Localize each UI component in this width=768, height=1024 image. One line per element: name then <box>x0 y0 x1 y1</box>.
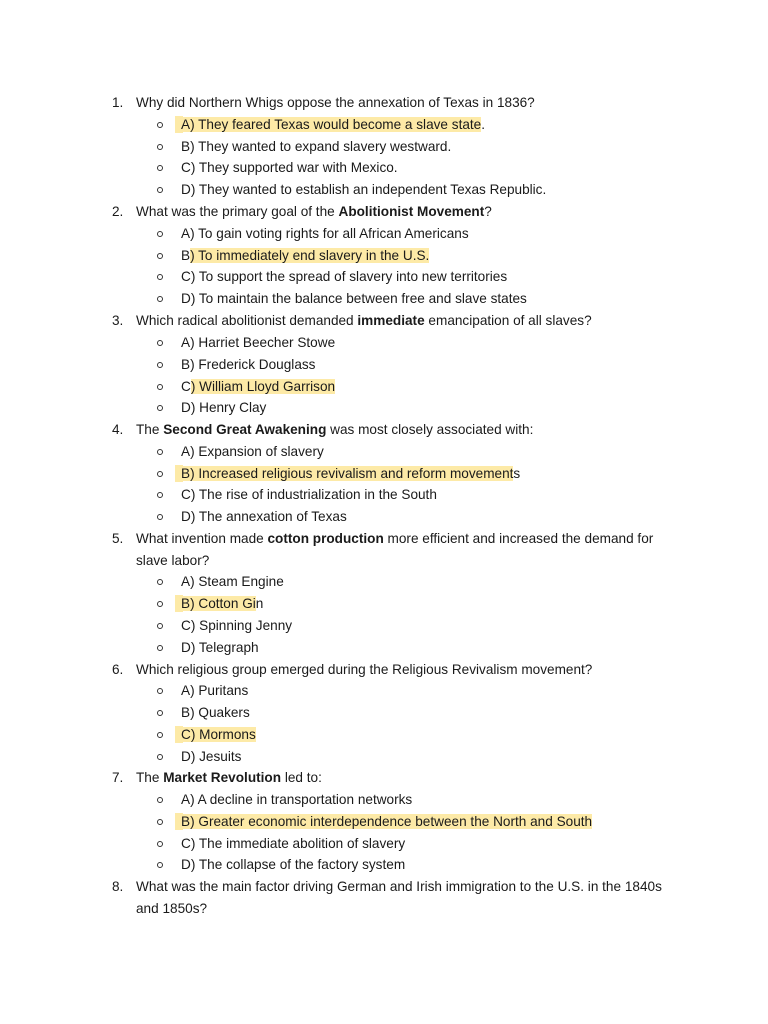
circle-bullet-icon <box>157 296 163 302</box>
circle-bullet-icon <box>157 514 163 520</box>
circle-bullet-icon <box>157 187 163 193</box>
circle-bullet-icon <box>157 819 163 825</box>
question-number: 7. <box>112 770 124 785</box>
question-text: What was the main factor driving German and Irish immigration to the U.S. in the 1840s <box>136 879 662 894</box>
question-number: 4. <box>112 422 124 437</box>
circle-bullet-icon <box>157 623 163 629</box>
circle-bullet-icon <box>157 601 163 607</box>
circle-bullet-icon <box>157 754 163 760</box>
question-number: 1. <box>112 95 124 110</box>
circle-bullet-icon <box>157 144 163 150</box>
circle-bullet-icon <box>157 732 163 738</box>
circle-bullet-icon <box>157 253 163 259</box>
circle-bullet-icon <box>157 471 163 477</box>
circle-bullet-icon <box>157 122 163 128</box>
document-page: 1. Why did Northern Whigs oppose the annexation of Texas in 1836? A) They feared Texas would become a slave state. B) They wanted to expand slavery westward. C) They supported war with Mexico. D) They wanted to establish an independent Texas Republic. 2. What was the primary goal of the Abolitionist Movement? A) To gain voting rights for all African Americans B) To immediately end slavery in the U.S. C) To support the spread of slavery into new territories D) To maintain the balance between free and slave states 3. Which radical abolitionist demanded immediate emancipation of all slaves? A) Harriet Beecher Stowe B) Frederick Douglass C) William Lloyd Garrison D) Henry Clay 4. The Second Great Awakening was most closely associated with: A) Expansion of slavery B) Increased religious revivalism and reform movements C) The rise of industrialization in the South D) The annexation of Texas 5. What invention made cotton production more efficient and increased the demand for slave labor? A) Steam Engine B) Cotton Gin C) Spinning Jenny D) Telegraph 6. Which religious group emerged during the Religious Revivalism movement? A) Puritans B) Quakers C) Mormons D) Jesuits 7. The Market Revolution led to: A) A decline in transportation networks B) Greater economic interdependence between the North and South C) The immediate abolition of slavery D) The collapse of the factory system 8. What was the main factor driving German and Irish immigration to the U.S. in the 1840s and 1850s? <box>0 0 768 1024</box>
circle-bullet-icon <box>157 797 163 803</box>
question-number: 2. <box>112 204 124 219</box>
question-number: 8. <box>112 879 124 894</box>
question-text: What was the primary goal of the Abolitionist Movement? <box>136 204 492 219</box>
question-text: Which religious group emerged during the Religious Revivalism movement? <box>136 662 593 677</box>
question-number: 3. <box>112 313 124 328</box>
circle-bullet-icon <box>157 710 163 716</box>
circle-bullet-icon <box>157 449 163 455</box>
question-text: The Market Revolution led to: <box>136 770 322 785</box>
circle-bullet-icon <box>157 384 163 390</box>
circle-bullet-icon <box>157 841 163 847</box>
circle-bullet-icon <box>157 231 163 237</box>
circle-bullet-icon <box>157 274 163 280</box>
question-text: What invention made cotton production more efficient and increased the demand for <box>136 531 654 546</box>
circle-bullet-icon <box>157 579 163 585</box>
circle-bullet-icon <box>157 340 163 346</box>
question-text: The Second Great Awakening was most closely associated with: <box>136 422 534 437</box>
circle-bullet-icon <box>157 688 163 694</box>
circle-bullet-icon <box>157 405 163 411</box>
circle-bullet-icon <box>157 862 163 868</box>
question-number: 5. <box>112 531 124 546</box>
question-text: Why did Northern Whigs oppose the annexation of Texas in 1836? <box>136 95 535 110</box>
circle-bullet-icon <box>157 362 163 368</box>
circle-bullet-icon <box>157 492 163 498</box>
question-number: 6. <box>112 662 124 677</box>
circle-bullet-icon <box>157 645 163 651</box>
circle-bullet-icon <box>157 165 163 171</box>
question-text: Which radical abolitionist demanded immediate emancipation of all slaves? <box>136 313 592 328</box>
